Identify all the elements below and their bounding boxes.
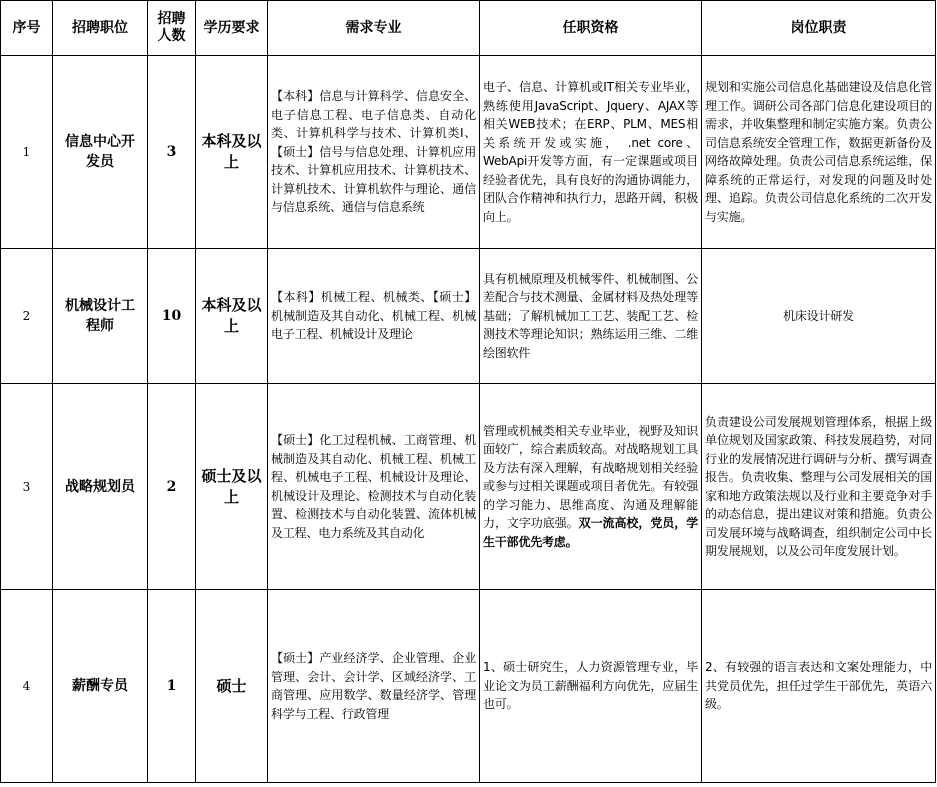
header-education: 学历要求: [196, 1, 268, 56]
row-duties: 规划和实施公司信息化基础建设及信息化管理工作。调研公司各部门信息化建设项目的需求，并收集整理和制定实施方案。负责公司信息系统安全管理工作，数据更新备份及网络故障处理。负责公司信息系统运维，保障系统的正常运行，对发现的问题及时处理、追踪。负责公司信息化系统的二次开发与实施。: [702, 56, 936, 249]
row-position: 薪酬专员: [53, 590, 148, 783]
row-duties: 负责建设公司发展规划管理体系，根据上级单位规划及国家政策、科技发展趋势，对同行业的发展情况进行调研与分析、撰写调查报告。负责收集、整理与公司发展相关的国家和地方政策法规以及行业和主要竞争对手的动态信息，提出建议对策和措施。负责公司发展环境与战略调查，组织制定公司中长期发展规划，以及公司年度发展计划。: [702, 384, 936, 590]
header-qualification: 任职资格: [480, 1, 702, 56]
header-majors: 需求专业: [268, 1, 480, 56]
table-row: [1, 590, 936, 783]
row-position: 信息中心开发员: [53, 56, 148, 249]
table-row: [1, 384, 936, 590]
row-position: 战略规划员: [53, 384, 148, 590]
row-qualification-cell: [480, 384, 702, 590]
header-count: 招聘人数: [148, 1, 196, 56]
row-duties: 2、有较强的语言表达和文案处理能力，中共党员优先，担任过学生干部优先，英语六级。: [702, 590, 936, 783]
row-count: 1: [148, 590, 196, 783]
row-qualification: 电子、信息、计算机或IT相关专业毕业，熟练使用JavaScript、Jquery、AJAX等相关WEB技术；在ERP、PLM、MES相关系统开发或实施， .net core、WebApi开发等方面，有一定课题或项目经验者优先，具有良好的沟通协调能力，团队合作精神和执行力，思路开阔，积极向上。: [480, 56, 702, 249]
row-majors: 【本科】信息与计算科学、信息安全、电子信息工程、电子信息类、自动化类、计算机科学与技术、计算机类Ⅰ、【硕士】信号与信息处理、计算机应用技术、计算机应用技术、计算机技术、计算机技术、计算机软件与理论、通信与信息系统、通信与信息系统: [268, 56, 480, 249]
row-education: 本科及以上: [196, 249, 268, 384]
header-position: 招聘职位: [53, 1, 148, 56]
header-duties: 岗位职责: [702, 1, 936, 56]
row-seq: 4: [1, 590, 53, 783]
table-row: [1, 249, 936, 384]
row-count: 10: [148, 249, 196, 384]
row-majors: 【硕士】产业经济学、企业管理、企业管理、会计、会计学、区域经济学、工商管理、应用数学、数量经济学、管理科学与工程、行政管理: [268, 590, 480, 783]
row-majors: 【硕士】化工过程机械、工商管理、机械制造及其自动化、机械工程、机械工程、机械电子工程、机械设计及理论、机械设计及理论、检测技术与自动化装置、检测技术与自动化装置、流体机械及工程、电力系统及其自动化: [268, 384, 480, 590]
row-education: 本科及以上: [196, 56, 268, 249]
row-education: 硕士: [196, 590, 268, 783]
row-count: 3: [148, 56, 196, 249]
row-qualification: 1、硕士研究生，人力资源管理专业，毕业论文为员工薪酬福利方向优先，应届生也可。: [480, 590, 702, 783]
row-education: 硕士及以上: [196, 384, 268, 590]
header-row: [1, 1, 936, 56]
row-qualification: 管理或机械类相关专业毕业，视野及知识面较广，综合素质较高。对战略规划工具及方法有深入理解，有战略规划相关经验或参与过相关课题或项目者优先。有较强的学习能力、思维高度、沟通及理解能力，文字功底强。: [483, 423, 698, 531]
row-qualification-emphasis: 双一流高校，党员，学生干部优先考虑。: [483, 516, 698, 549]
row-seq: 3: [1, 384, 53, 590]
table-row: [1, 56, 936, 249]
row-position: 机械设计工程师: [53, 249, 148, 384]
row-qualification: 具有机械原理及机械零件、机械制图、公差配合与技术测量、金属材料及热处理等基础；了解机械加工工艺、装配工艺、检测技术等理论知识；熟练运用三维、二维绘图软件: [480, 249, 702, 384]
row-duties: 机床设计研发: [702, 249, 936, 384]
header-seq: 序号: [1, 1, 53, 56]
row-seq: 1: [1, 56, 53, 249]
row-seq: 2: [1, 249, 53, 384]
row-majors: 【本科】机械工程、机械类、【硕士】机械制造及其自动化、机械工程、机械电子工程、机械设计及理论: [268, 249, 480, 384]
row-count: 2: [148, 384, 196, 590]
